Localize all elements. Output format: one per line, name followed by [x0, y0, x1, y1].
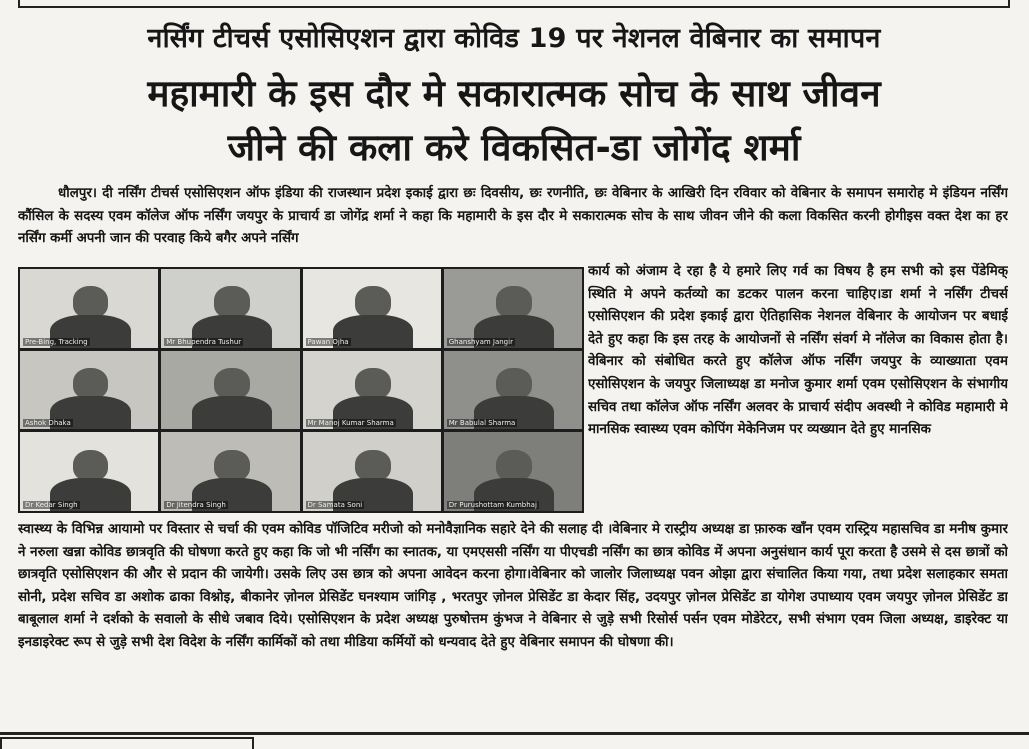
article-paragraph-right-column: कार्य को अंजाम दे रहा है ये हमारे लिए गर्व का विषय है हम सभी को इस पेंडेमिक् स्थिति मे अपने कर्तव्यो का डटकर पालन करना चाहिए।डा शर्मा ने नर्सिंग टीचर्स एसोसिएशन की प्रदेश इकाई द्वारा ऐतिहासिक नेशनल वेबिनार के आयोजन पर बधाई देते हुए कहा कि इस तरह के आयोजनों से नर्सिंग संवर्ग मे नॉलेज का विकास होता है। वेबिनार को संबोधित करते हुए कॉलेज ऑफ नर्सिंग जयपुर के व्याख्याता एवम एसोसिएशन के जयपुर जिलाध्यक्ष डा मनोज कुमार शर्मा एवम एसोसिएशन के संभागीय सचिव तथा कॉलेज ऑफ नर्सिंग अलवर के प्राचार्य संदीप अवस्थी ने कोविड महामारी मे मानसिक स्वास्थ्य एवम कोपिंग मेकेनिजम पर व्यख्यान देते हुए मानसिक	[588, 264, 1008, 438]
article-paragraph-bottom: स्वास्थ्य के विभिन्न आयामो पर विस्तार से चर्चा की एवम कोविड पॉजिटिव मरीजो को मनोवैज्ञानिक सहारे देने की सलाह दी ।वेबिनार मे रास्ट्रीय अध्यक्ष डा फ़ारुक खाँन एवम रास्ट्रिय महासचिव डा मनीष कुमार ने नरुला खन्ना कोविड छात्रवृति की घोषणा करते हुए कहा कि जो भी नर्सिंग का स्नातक, या एमएससी नर्सिंग या पीएचडी नर्सिंग का छात्र कोविड में अपना अनुसंधान कार्य पूरा करता है उसमे से दस छात्रों को छात्रवृति एसोसिएशन की और से प्रदान की जायेगी। उसके लिए उस छात्र को अपना आवेदन करना होगा।वेबिनार को जालोर जिलाध्यक्ष पवन ओझा द्वारा संचालित किया गया, तथा प्रदेश सलाहकार समता सोनी, प्रदेश सचिव डा अशोक ढाका विश्नोइ, बीकानेर ज़ोनल प्रेसिडेंट घनश्याम जांगिड़ , भरतपुर ज़ोनल प्रेसिडेंट डा केदार सिंह, उदयपुर ज़ोनल प्रेसिडेंट डा योगेश उपाध्याय एवम जयपुर ज़ोनल प्रेसिडेंट डा बाबूलाल शर्मा ने दर्शको के सवालो के सीधे जबाव दिये। एसोसिएशन के प्रदेश अध्यक्ष पुरुषोत्तम कुंभज ने वेबिनार से जुड़े सभी रिसोर्स पर्सन एवम मोडेरेटर, सभी संभाग एवम जिला अध्यक्ष, डाइरेक्ट या इनडाइरेक्ट रूप से जुड़े सभी देश विदेश के नर्सिंग कार्मिकों को तथा मीडिया कर्मियों को धन्यवाद देते हुए वेबिनार समापन की घोषणा की।	[18, 522, 1008, 650]
webinar-screenshot-photo	[18, 267, 584, 513]
video-tile	[303, 269, 441, 348]
video-tile	[20, 269, 158, 348]
tile-label: Ghanshyam Jangir	[448, 337, 513, 346]
tile-label: Ashok Dhaka	[25, 419, 71, 428]
video-tile	[161, 269, 299, 348]
video-tile	[303, 432, 441, 511]
headline-main-line-2: जीने की कला करे विकसित-डा जोगेंद शर्मा	[227, 126, 801, 169]
tile-label: Pre-Bing, Tracking	[25, 337, 88, 346]
headline-kicker: नर्सिंग टीचर्स एसोसिएशन द्वारा कोविड 19 पर नेशनल वेबिनार का समापन	[147, 23, 881, 54]
video-tile	[20, 432, 158, 511]
article-paragraph-top: धौलपुर। दी नर्सिंग टीचर्स एसोसिएशन ऑफ इंडिया की राजस्थान प्रदेश इकाई द्वारा छः दिवसीय, छः रणनीति, छः वेबिनार के आखिरी दिन रविवार को वेबिनार के समापन समारोह मे इंडियन नर्सिंग कौंसिल के सदस्य एवम कॉलेज ऑफ नर्सिंग जयपुर के प्राचार्य डा जोगेंद्र शर्मा ने कहा कि महामारी के इस दौर मे सकारात्मक सोच के साथ जीवन जीने की कला विकसित करनी होगीइस वक्त देश का हर नर्सिंग कर्मी अपनी जान की परवाह किये बगैर अपने नर्सिंग	[18, 186, 1008, 247]
video-tile	[444, 432, 582, 511]
bottom-divider	[0, 732, 1029, 735]
tile-label: Dr Samata Soni	[307, 500, 363, 509]
tile-label: Mr Manoj Kumar Sharma	[307, 419, 394, 428]
tile-label: Mr Bhupendra Tushur	[166, 337, 242, 346]
headline-main-line-1: महामारी के इस दौर मे सकारात्मक सोच के साथ जीवन	[147, 72, 881, 115]
tile-label: Dr Purushottam Kumbhaj	[448, 500, 537, 509]
video-tile	[161, 432, 299, 511]
tile-label: Mr Babulal Sharma	[448, 419, 516, 428]
tile-label: Pawan Ojha	[307, 337, 349, 346]
video-tile	[20, 351, 158, 430]
video-tile	[444, 351, 582, 430]
tile-label: Dr Jitendra Singh	[166, 500, 226, 509]
video-tile	[444, 269, 582, 348]
bottom-border-box	[0, 737, 254, 749]
video-tile	[161, 351, 299, 430]
tile-label: Dr Kedar Singh	[25, 500, 78, 509]
video-tile	[303, 351, 441, 430]
top-border-box	[18, 0, 1010, 8]
